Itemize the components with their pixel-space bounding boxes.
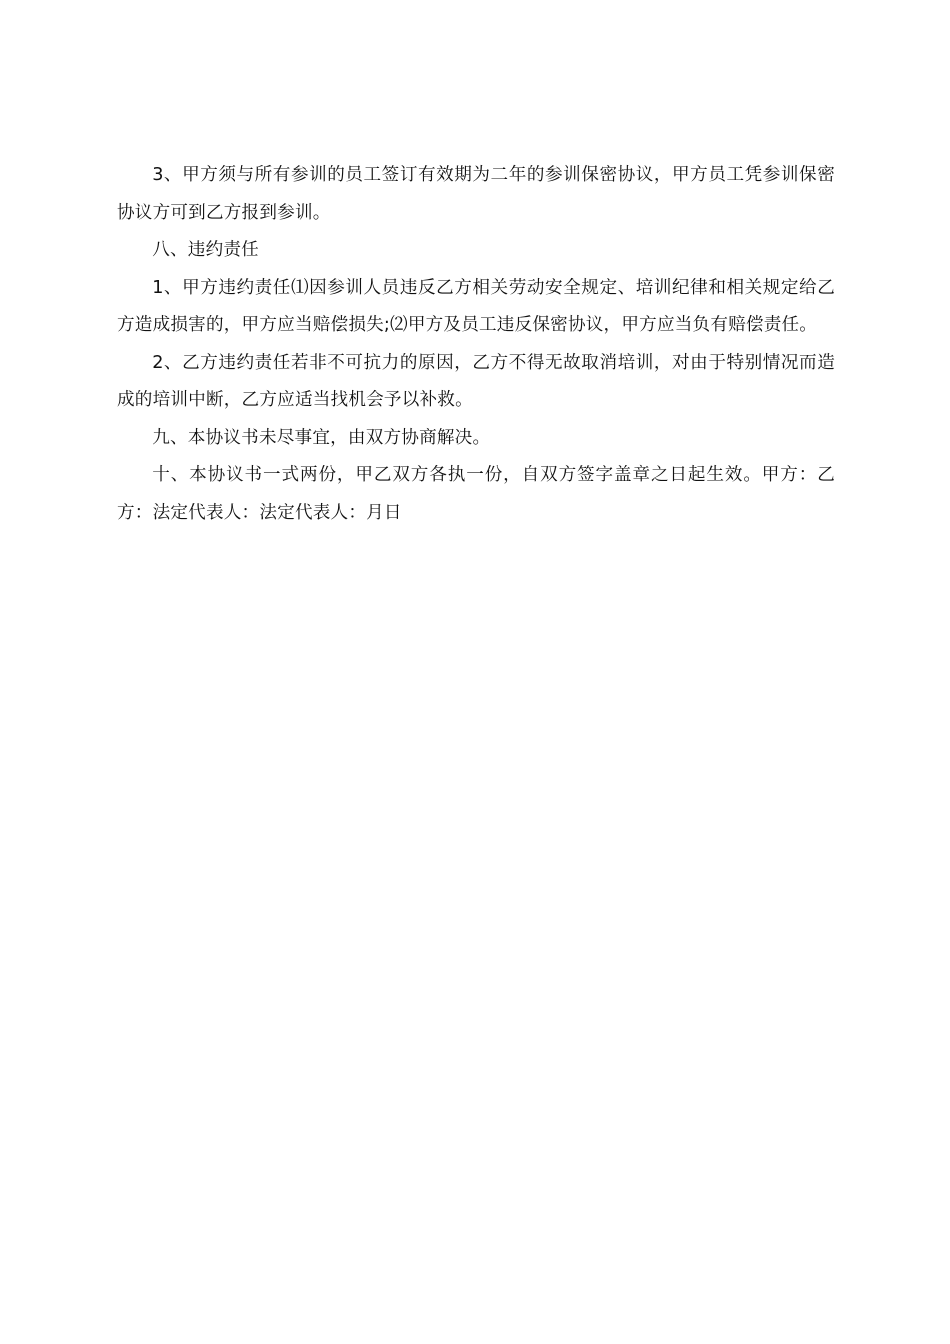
paragraph-party-a-liability: 1、甲方违约责任⑴因参训人员违反乙方相关劳动安全规定、培训纪律和相关规定给乙方造成损害的，甲方应当赔偿损失;⑵甲方及员工违反保密协议，甲方应当负有赔偿责任。 <box>117 277 835 335</box>
section-heading-breach-liability: 八、违约责任 <box>152 240 259 260</box>
paragraph-clause-9-unresolved-matters: 九、本协议书未尽事宜，由双方协商解决。 <box>152 427 491 448</box>
paragraph-party-b-liability: 2、乙方违约责任若非不可抗力的原因，乙方不得无故取消培训，对由于特别情况而造成的培训中断，乙方应适当找机会予以补救。 <box>117 352 835 410</box>
paragraph-clause-10-signatures: 十、本协议书一式两份，甲乙双方各执一份，自双方签字盖章之日起生效。甲方：乙方：法定代表人：法定代表人：月日 <box>117 465 835 523</box>
document-page <box>117 157 835 532</box>
paragraph-clause-3-confidentiality: 3、甲方须与所有参训的员工签订有效期为二年的参训保密协议，甲方员工凭参训保密协议方可到乙方报到参训。 <box>117 165 835 223</box>
